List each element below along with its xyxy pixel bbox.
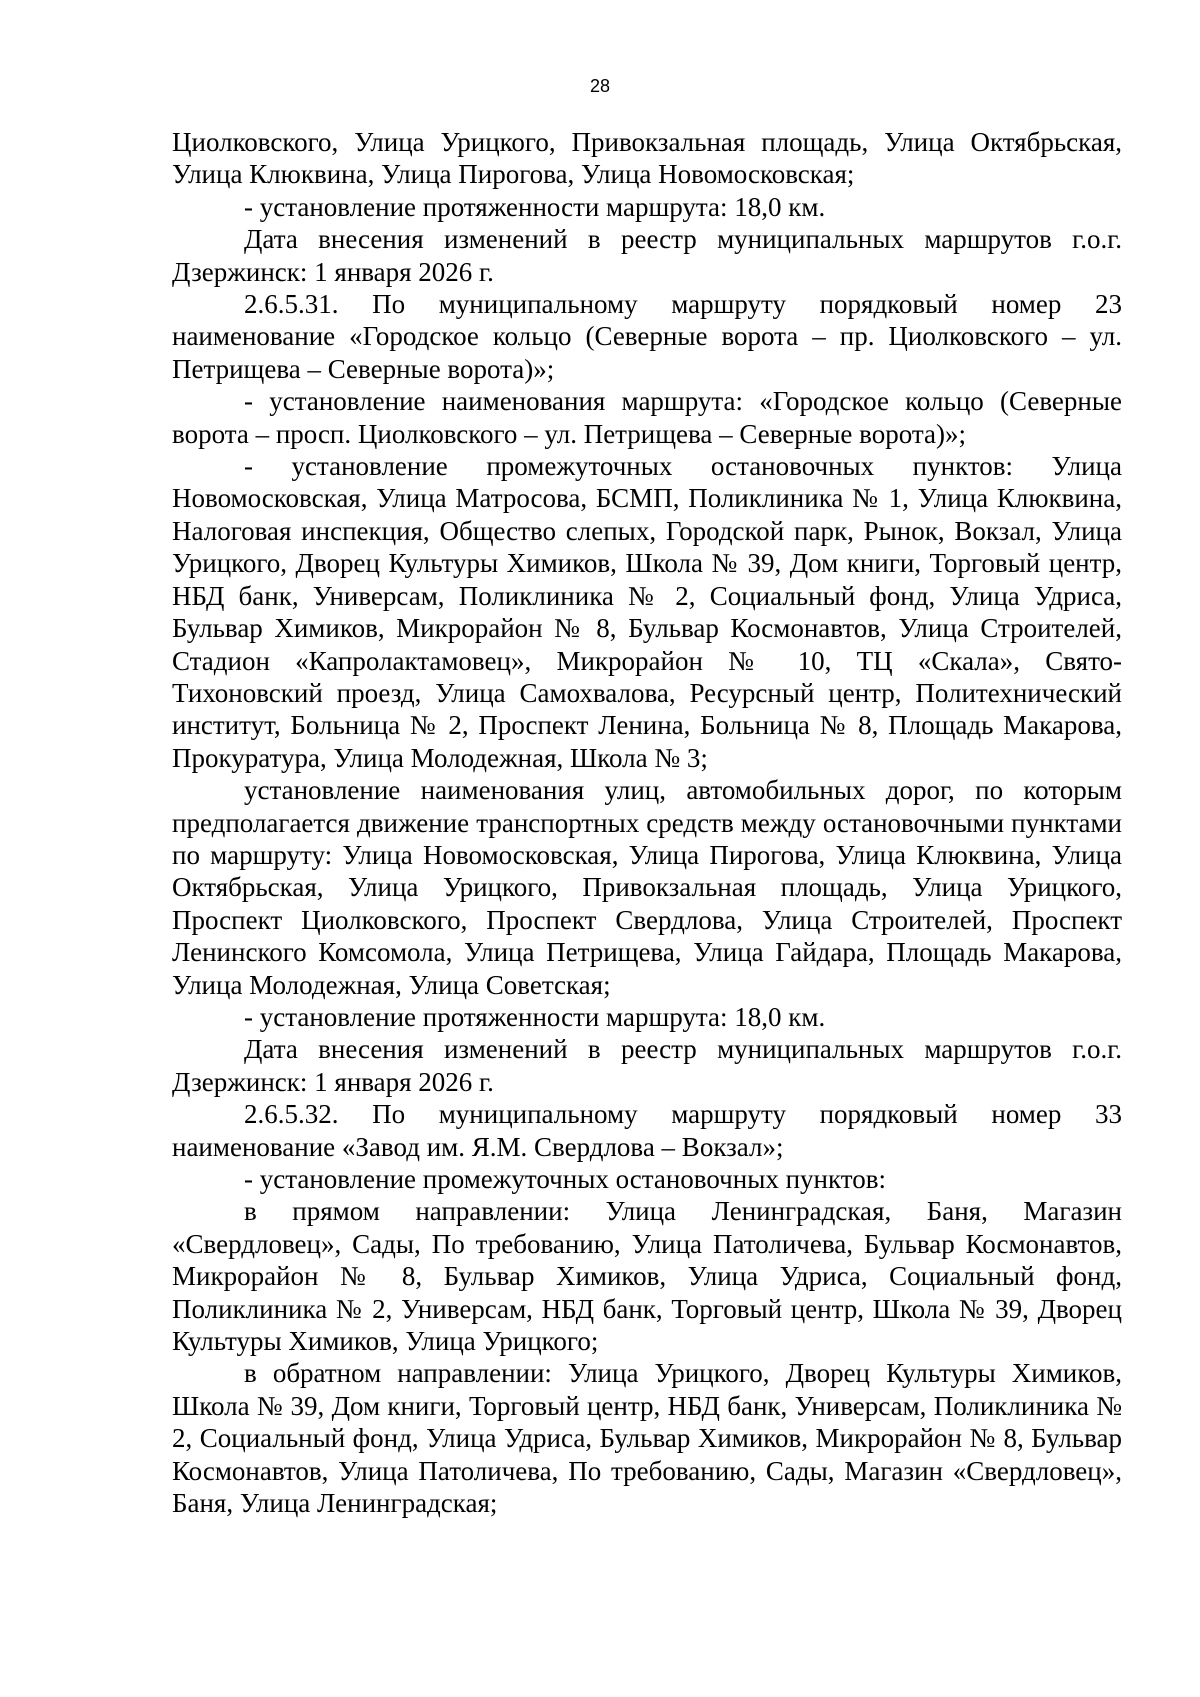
paragraph: в прямом направлении: Улица Ленинградская, Баня, Магазин «Свердловец», Сады, По требованию, Улица Патоличева, Бульвар Космонавтов, Микрорайон № 8, Бульвар Химиков, Улица Удриса, Социальный фонд, Поликлиника № 2, Универсам, НБД банк, Торговый центр, Школа № 39, Дворец Культуры Химиков, Улица Урицкого; [172, 1196, 1122, 1357]
paragraph: Дата внесения изменений в реестр муниципальных маршрутов г.о.г. Дзержинск: 1 января 2026 г. [172, 224, 1122, 287]
paragraph: 2.6.5.31. По муниципальному маршруту порядковый номер 23 наименование «Городское кольцо (Северные ворота – пр. Циолковского – ул. Петрищева – Северные ворота)»; [172, 289, 1122, 384]
page-number: 28 [589, 76, 611, 96]
paragraph: - установление промежуточных остановочных пунктов: [244, 1164, 886, 1194]
paragraph: 2.6.5.32. По муниципальному маршруту порядковый номер 33 наименование «Завод им. Я.М. Свердлова – Вокзал»; [172, 1099, 1122, 1162]
paragraph: Дата внесения изменений в реестр муниципальных маршрутов г.о.г. Дзержинск: 1 января 2026 г. [172, 1034, 1122, 1097]
paragraph: Циолковского, Улица Урицкого, Привокзальная площадь, Улица Октябрьская, Улица Клюквина, Улица Пирогова, Улица Новомосковская; [172, 127, 1122, 190]
paragraph: в обратном направлении: Улица Урицкого, Дворец Культуры Химиков, Школа № 39, Дом книги, Торговый центр, НБД банк, Универсам, Поликлиника № 2, Социальный фонд, Улица Удриса, Бульвар Химиков, Микрорайон № 8, Бульвар Космонавтов, Улица Патоличева, По требованию, Сады, Магазин «Свердловец», Баня, Улица Ленинградская; [172, 1358, 1122, 1519]
paragraph: - установление протяженности маршрута: 18,0 км. [244, 1001, 826, 1032]
paragraph: установление наименования улиц, автомобильных дорог, по которым предполагается движение транспортных средств между остановочными пунктами по маршруту: Улица Новомосковская, Улица Пирогова, Улица Клюквина, Улица Октябрьская, Улица Урицкого, Привокзальная площадь, Улица Урицкого, Проспект Циолковского, Проспект Свердлова, Улица Строителей, Проспект Ленинского Комсомола, Улица Петрищева, Улица Гайдара, Площадь Макарова, Улица Молодежная, Улица Советская; [172, 775, 1122, 1000]
paragraph: - установление промежуточных остановочных пунктов: Улица Новомосковская, Улица Матросова, БСМП, Поликлиника № 1, Улица Клюквина, Налоговая инспекция, Общество слепых, Городской парк, Рынок, Вокзал, Улица Урицкого, Дворец Культуры Химиков, Школа № 39, Дом книги, Торговый центр, НБД банк, Универсам, Поликлиника № 2, Социальный фонд, Улица Удриса, Бульвар Химиков, Микрорайон № 8, Бульвар Космонавтов, Улица Строителей, Стадион «Капролактамовец», Микрорайон № 10, ТЦ «Скала», Свято-Тихоновский проезд, Улица Самохвалова, Ресурсный центр, Политехнический институт, Больница № 2, Проспект Ленина, Больница № 8, Площадь Макарова, Прокуратура, Улица Молодежная, Школа № 3; [172, 451, 1122, 773]
paragraph: - установление протяженности маршрута: 18,0 км. [244, 191, 826, 222]
document-body [172, 126, 1122, 1519]
paragraph: - установление наименования маршрута: «Городское кольцо (Северные ворота – просп. Циолковского – ул. Петрищева – Северные ворота)»; [172, 386, 1122, 449]
